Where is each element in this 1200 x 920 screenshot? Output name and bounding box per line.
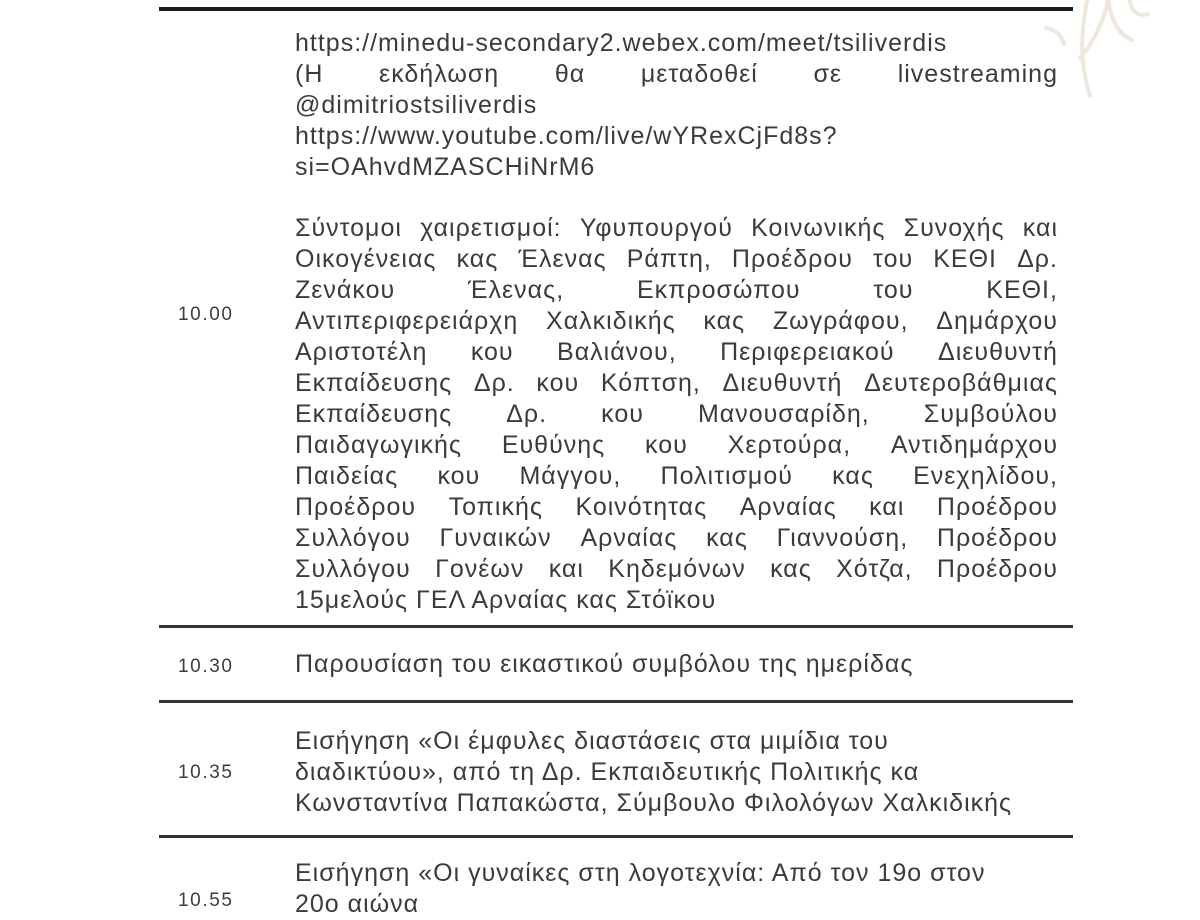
- word: Κόπτση,: [600, 369, 701, 397]
- row-text: [295, 213, 1058, 616]
- word: (Η: [295, 60, 324, 88]
- word: Διευθυντή: [722, 369, 843, 397]
- word: Αντιπεριφερειάρχη: [295, 307, 519, 335]
- word: Περιφερειακού: [720, 338, 895, 366]
- word: Εκπροσώπου: [636, 276, 801, 304]
- link-text[interactable]: @dimitriostsiliverdis: [295, 91, 538, 119]
- row-divider: [159, 700, 1073, 703]
- text-line: Παρουσίαση του εικαστικού συμβόλου της ημερίδας: [295, 650, 914, 678]
- word: Γυναικών: [439, 524, 552, 552]
- text-line: [295, 492, 1058, 523]
- word: εκδήλωση: [379, 60, 500, 88]
- word: Κοινότητας: [575, 493, 708, 521]
- word: κου: [437, 462, 481, 490]
- word: Βαλιάνου,: [557, 338, 677, 366]
- word: ΚΕΘΙ: [933, 245, 997, 273]
- link-text[interactable]: https://www.youtube.com/live/wYRexCjFd8s?: [295, 122, 838, 150]
- word: κας: [706, 524, 748, 552]
- time-label: 10.00: [178, 304, 234, 325]
- word: Συλλόγου: [295, 524, 411, 552]
- word: Παιδαγωγικής: [295, 431, 462, 459]
- word: Δρ.: [1017, 245, 1058, 273]
- word: του: [873, 276, 914, 304]
- word: κου: [536, 369, 580, 397]
- word: Εκπαίδευσης: [295, 400, 453, 428]
- row-text: [295, 649, 1058, 680]
- word: κου: [601, 400, 644, 428]
- text-line: Κωνσταντίνα Παπακώστα, Σύμβουλο Φιλολόγων Χαλκιδικής: [295, 789, 1013, 817]
- top-divider: [159, 7, 1073, 11]
- floral-sketch-icon: [1050, 0, 1200, 130]
- word: Ράπτη,: [626, 245, 712, 273]
- word: χαιρετισμοί:: [420, 214, 562, 242]
- word: Προέδρου: [936, 555, 1058, 583]
- word: Σύντομοι: [295, 214, 402, 242]
- word: Κηδεμόνων: [608, 555, 746, 583]
- word: Αρναίας: [580, 524, 678, 552]
- word: Ενεχηλίδου,: [913, 462, 1058, 490]
- word: Προέδρου: [295, 493, 417, 521]
- word: κας: [456, 245, 499, 273]
- word: Προέδρου: [731, 245, 853, 273]
- word: Συλλόγου: [295, 555, 411, 583]
- word: του: [873, 245, 914, 273]
- text-line: [295, 399, 1058, 430]
- word: Δευτεροβάθμιας: [864, 369, 1058, 397]
- word: Μανουσαρίδη,: [697, 400, 870, 428]
- row-divider: [159, 835, 1073, 838]
- word: και: [1022, 214, 1058, 242]
- time-label: 10.35: [178, 762, 234, 783]
- word: Προέδρου: [936, 493, 1058, 521]
- word: Πολιτισμού: [660, 462, 793, 490]
- text-line: [295, 244, 1058, 275]
- word: κου: [470, 338, 514, 366]
- word: Ζενάκου: [295, 276, 396, 304]
- text-line: Εισήγηση «Οι γυναίκες στη λογοτεχνία: Από τον 19ο στον: [295, 859, 986, 887]
- word: Αρναίας: [739, 493, 837, 521]
- word: Παιδείας: [295, 462, 399, 490]
- word: Αριστοτέλη: [295, 338, 428, 366]
- text-line: 20ο αιώνα: [295, 890, 420, 918]
- text-line: [295, 275, 1058, 306]
- text-line: 15μελούς ΓΕΛ Αρναίας κας Στόϊκου: [295, 586, 717, 614]
- row-text: [295, 726, 1058, 819]
- word: Γιαννούση,: [776, 524, 909, 552]
- text-line: [295, 430, 1058, 461]
- text-line: [295, 59, 1058, 90]
- word: Γονέων: [435, 555, 525, 583]
- word: Ζωγράφου,: [772, 307, 909, 335]
- word: κας: [770, 555, 812, 583]
- word: Αντιδημάρχου: [890, 431, 1058, 459]
- text-line: [295, 461, 1058, 492]
- word: Έλενας,: [467, 276, 565, 304]
- link-text[interactable]: https://minedu-secondary2.webex.com/meet/tsiliverdis: [295, 29, 948, 57]
- word: Ευθύνης: [501, 431, 606, 459]
- word: Δρ.: [506, 400, 548, 428]
- word: κας: [703, 307, 746, 335]
- word: και: [548, 555, 584, 583]
- word: Τοπικής: [448, 493, 543, 521]
- word: κας: [832, 462, 874, 490]
- word: Χερτούρα,: [727, 431, 852, 459]
- word: Προέδρου: [936, 524, 1058, 552]
- word: σε: [813, 60, 843, 88]
- word: Δρ.: [473, 369, 515, 397]
- row-text: [295, 28, 1058, 183]
- word: και: [869, 493, 905, 521]
- word: κου: [645, 431, 688, 459]
- word: Εκπαίδευσης: [295, 369, 453, 397]
- word: μεταδοθεί: [640, 60, 758, 88]
- text-line: [295, 368, 1058, 399]
- word: Κοινωνικής: [751, 214, 886, 242]
- time-label: 10.55: [178, 890, 234, 911]
- word: Οικογένειας: [295, 245, 437, 273]
- link-text[interactable]: si=OAhvdMZASCHiNrM6: [295, 153, 596, 181]
- text-line: [295, 337, 1058, 368]
- word: Χαλκιδικής: [546, 307, 676, 335]
- text-line: Εισήγηση «Οι έμφυλες διαστάσεις στα μιμίδια του: [295, 727, 889, 755]
- word: Μάγγου,: [519, 462, 622, 490]
- row-text: [295, 858, 1058, 920]
- text-line: [295, 306, 1058, 337]
- word: θα: [554, 60, 586, 88]
- word: Συμβούλου: [923, 400, 1058, 428]
- word: livestreaming: [897, 60, 1058, 88]
- time-label: 10.30: [178, 656, 234, 677]
- text-line: [295, 213, 1058, 244]
- word: Δημάρχου: [936, 307, 1058, 335]
- row-divider: [159, 625, 1073, 628]
- text-line: διαδικτύου», από τη Δρ. Εκπαιδευτικής Πολιτικής κα: [295, 758, 920, 786]
- word: ΚΕΘΙ,: [986, 276, 1058, 304]
- word: Έλενας: [518, 245, 607, 273]
- word: Συνοχής: [903, 214, 1005, 242]
- text-line: [295, 554, 1058, 585]
- word: Χότζα,: [836, 555, 913, 583]
- word: Υφυπουργού: [579, 214, 733, 242]
- text-line: [295, 523, 1058, 554]
- word: Διευθυντή: [938, 338, 1058, 366]
